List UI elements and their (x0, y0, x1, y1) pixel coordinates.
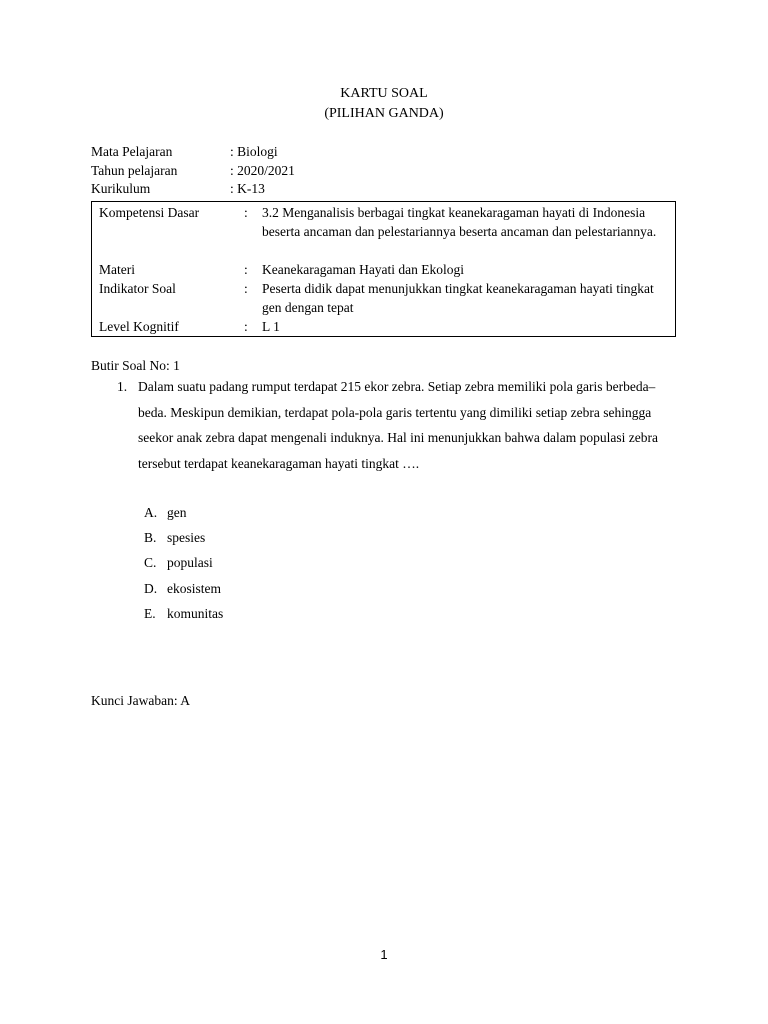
meta-label: Mata Pelajaran (91, 144, 173, 159)
info-colon: : (244, 281, 248, 296)
option-text: ekosistem (167, 580, 221, 596)
option-letter: A. (144, 505, 158, 520)
info-box (91, 201, 676, 337)
meta-label: Tahun pelajaran (91, 162, 178, 178)
answer-key: Kunci Jawaban: A (91, 693, 190, 708)
document-title: KARTU SOAL (340, 86, 428, 101)
document-subtitle: (PILIHAN GANDA) (324, 106, 444, 121)
question-number: 1. (117, 379, 128, 394)
info-value: L 1 (262, 319, 280, 334)
info-value: Peserta didik dapat menunjukkan tingkat keanekaragaman hayati tingkat gen dengan tepat (262, 281, 654, 315)
meta-value: : K-13 (230, 181, 265, 196)
info-value: Keanekaragaman Hayati dan Ekologi (262, 262, 465, 277)
info-colon: : (244, 262, 248, 277)
option-letter: D. (144, 580, 158, 596)
meta-label: Kurikulum (91, 181, 151, 196)
meta-value: : Biologi (230, 144, 278, 159)
option-letter: E. (144, 605, 156, 621)
question-heading: Butir Soal No: 1 (91, 358, 180, 373)
info-label: Level Kognitif (99, 319, 179, 334)
option-text: gen (167, 505, 187, 520)
option-text: spesies (167, 530, 206, 546)
option-letter: C. (144, 555, 157, 571)
page-number: 1 (380, 947, 388, 962)
option-text: populasi (167, 555, 213, 571)
meta-value: : 2020/2021 (230, 162, 295, 178)
info-colon: : (244, 205, 248, 220)
info-label: Indikator Soal (99, 281, 176, 296)
option-letter: B. (144, 530, 157, 546)
option-text: komunitas (167, 605, 224, 621)
question-text: Dalam suatu padang rumput terdapat 215 ekor zebra. Setiap zebra memiliki pola garis berbeda–beda. Meskipun demikian, terdapat pola-pola garis tertentu yang dimiliki setiap zebra sehingga seekor anak zebra dapat mengenali induknya. Hal ini menunjukkan bahwa dalam populasi zebra tersebut terdapat keanekaragaman hayati tingkat …. (138, 379, 658, 471)
info-value: 3.2 Menganalisis berbagai tingkat keanekaragaman hayati di Indonesia beserta ancaman dan pelestariannya beserta ancaman dan pelestariannya. (262, 205, 657, 239)
info-label: Materi (99, 262, 135, 277)
info-label: Kompetensi Dasar (99, 205, 200, 220)
info-colon: : (244, 319, 248, 334)
